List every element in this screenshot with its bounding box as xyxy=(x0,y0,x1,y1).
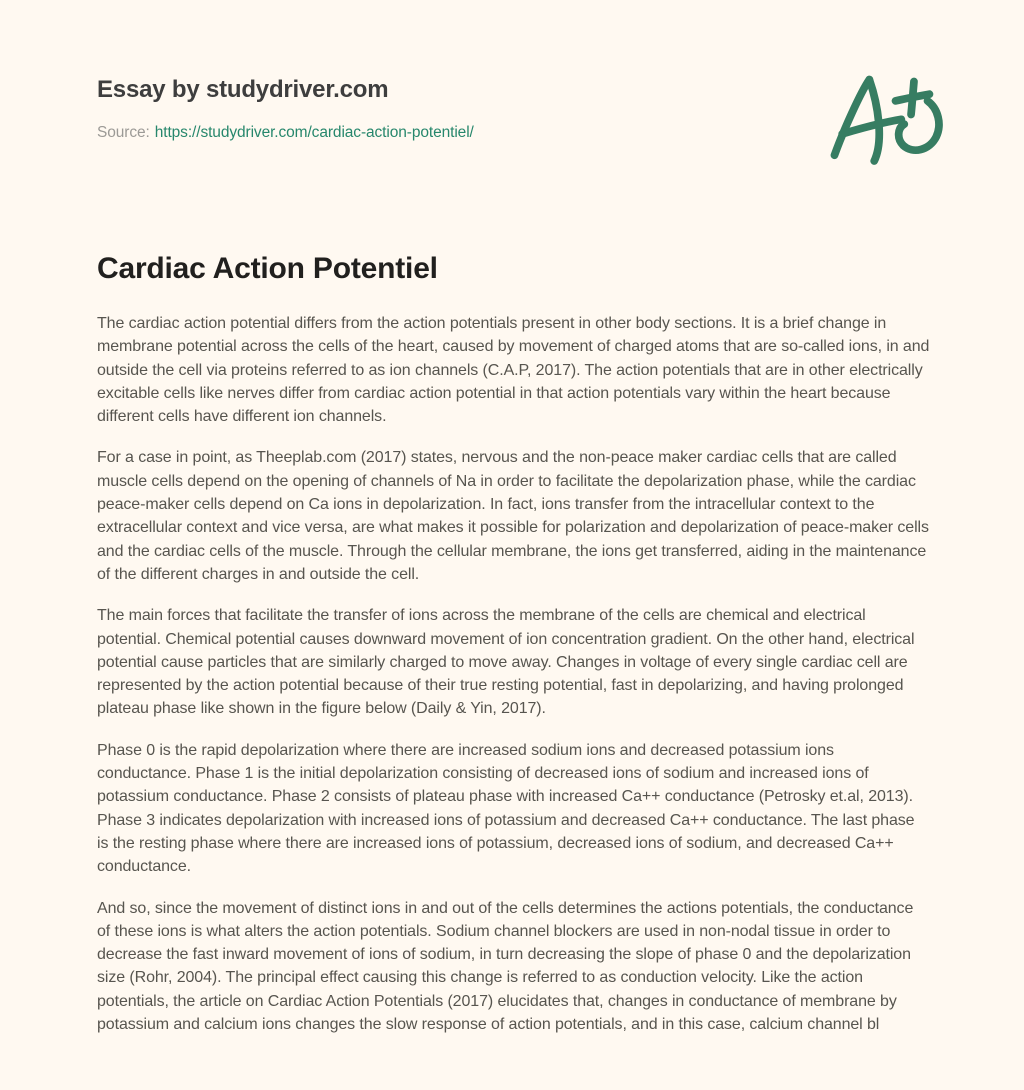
a-plus-logo-icon xyxy=(818,58,944,170)
source-link[interactable]: https://studydriver.com/cardiac-action-potentiel/ xyxy=(154,124,474,141)
essay-paragraph: And so, since the movement of distinct ions in and out of the cells determines the actions potentials, the conductance of these ions is what alters the action potentials. Sodium channel blockers are used in non-nodal tissue in order to decrease the fast inward movement of ions of sodium, in turn decreasing the slope of phase 0 and the depolarization size (Rohr, 2004). The principal effect causing this change is referred to as conduction velocity. Like the action potentials, the article on Cardiac Action Potentials (2017) elucidates that, changes in conductance of membrane by potassium and calcium ions changes the slow response of action potentials, and in this case, calcium channel bl xyxy=(97,899,914,1034)
essay-content xyxy=(97,312,930,1054)
source-label: Source: xyxy=(97,124,150,141)
essay-paragraph: Phase 0 is the rapid depolarization where there are increased sodium ions and decreased potassium ions conductance. Phase 1 is the initial depolarization consisting of decreased ions of sodium and increased ions of potassium conductance. Phase 2 consists of plateau phase with increased Ca++ conductance (Petrosky et.al, 2013). Phase 3 indicates depolarization with increased ions of potassium and decreased Ca++ conductance. The last phase is the resting phase where there are increased ions of potassium, decreased ions of sodium, and decreased Ca++ conductance. xyxy=(97,741,915,876)
essay-paragraph: The cardiac action potential differs from the action potentials present in other body sections. It is a brief change in membrane potential across the cells of the heart, caused by movement of charged atoms that are so-called ions, in and outside the cell via proteins referred to as ion channels (C.A.P, 2017). The action potentials that are in other electrically excitable cells like nerves differ from cardiac action potential in that action potentials vary within the heart because different cells have different ion channels. xyxy=(97,315,930,426)
studydriver-logo xyxy=(818,58,944,170)
essay-title: Cardiac Action Potentiel xyxy=(97,252,438,285)
source-line xyxy=(97,124,474,142)
header-title: Essay by studydriver.com xyxy=(97,76,389,103)
essay-paragraph: The main forces that facilitate the transfer of ions across the membrane of the cells are chemical and electrical potential. Chemical potential causes downward movement of ion concentration gradient. On the other hand, electrical potential cause particles that are similarly charged to move away. Changes in voltage of every single cardiac cell are represented by the action potential because of their true resting potential, fast in depolarizing, and having prolonged plateau phase like shown in the figure below (Daily & Yin, 2017). xyxy=(97,607,915,718)
essay-paragraph: For a case in point, as Theeplab.com (2017) states, nervous and the non-peace maker cardiac cells that are called muscle cells depend on the opening of channels of Na in order to facilitate the depolarization phase, while the cardiac peace-maker cells depend on Ca ions in depolarization. In fact, ions transfer from the intracellular context to the extracellular context and vice versa, are what makes it possible for polarization and depolarization of peace-maker cells and the cardiac cells of the muscle. Through the cellular membrane, the ions get transferred, aiding in the maintenance of the different charges in and outside the cell. xyxy=(97,449,929,583)
